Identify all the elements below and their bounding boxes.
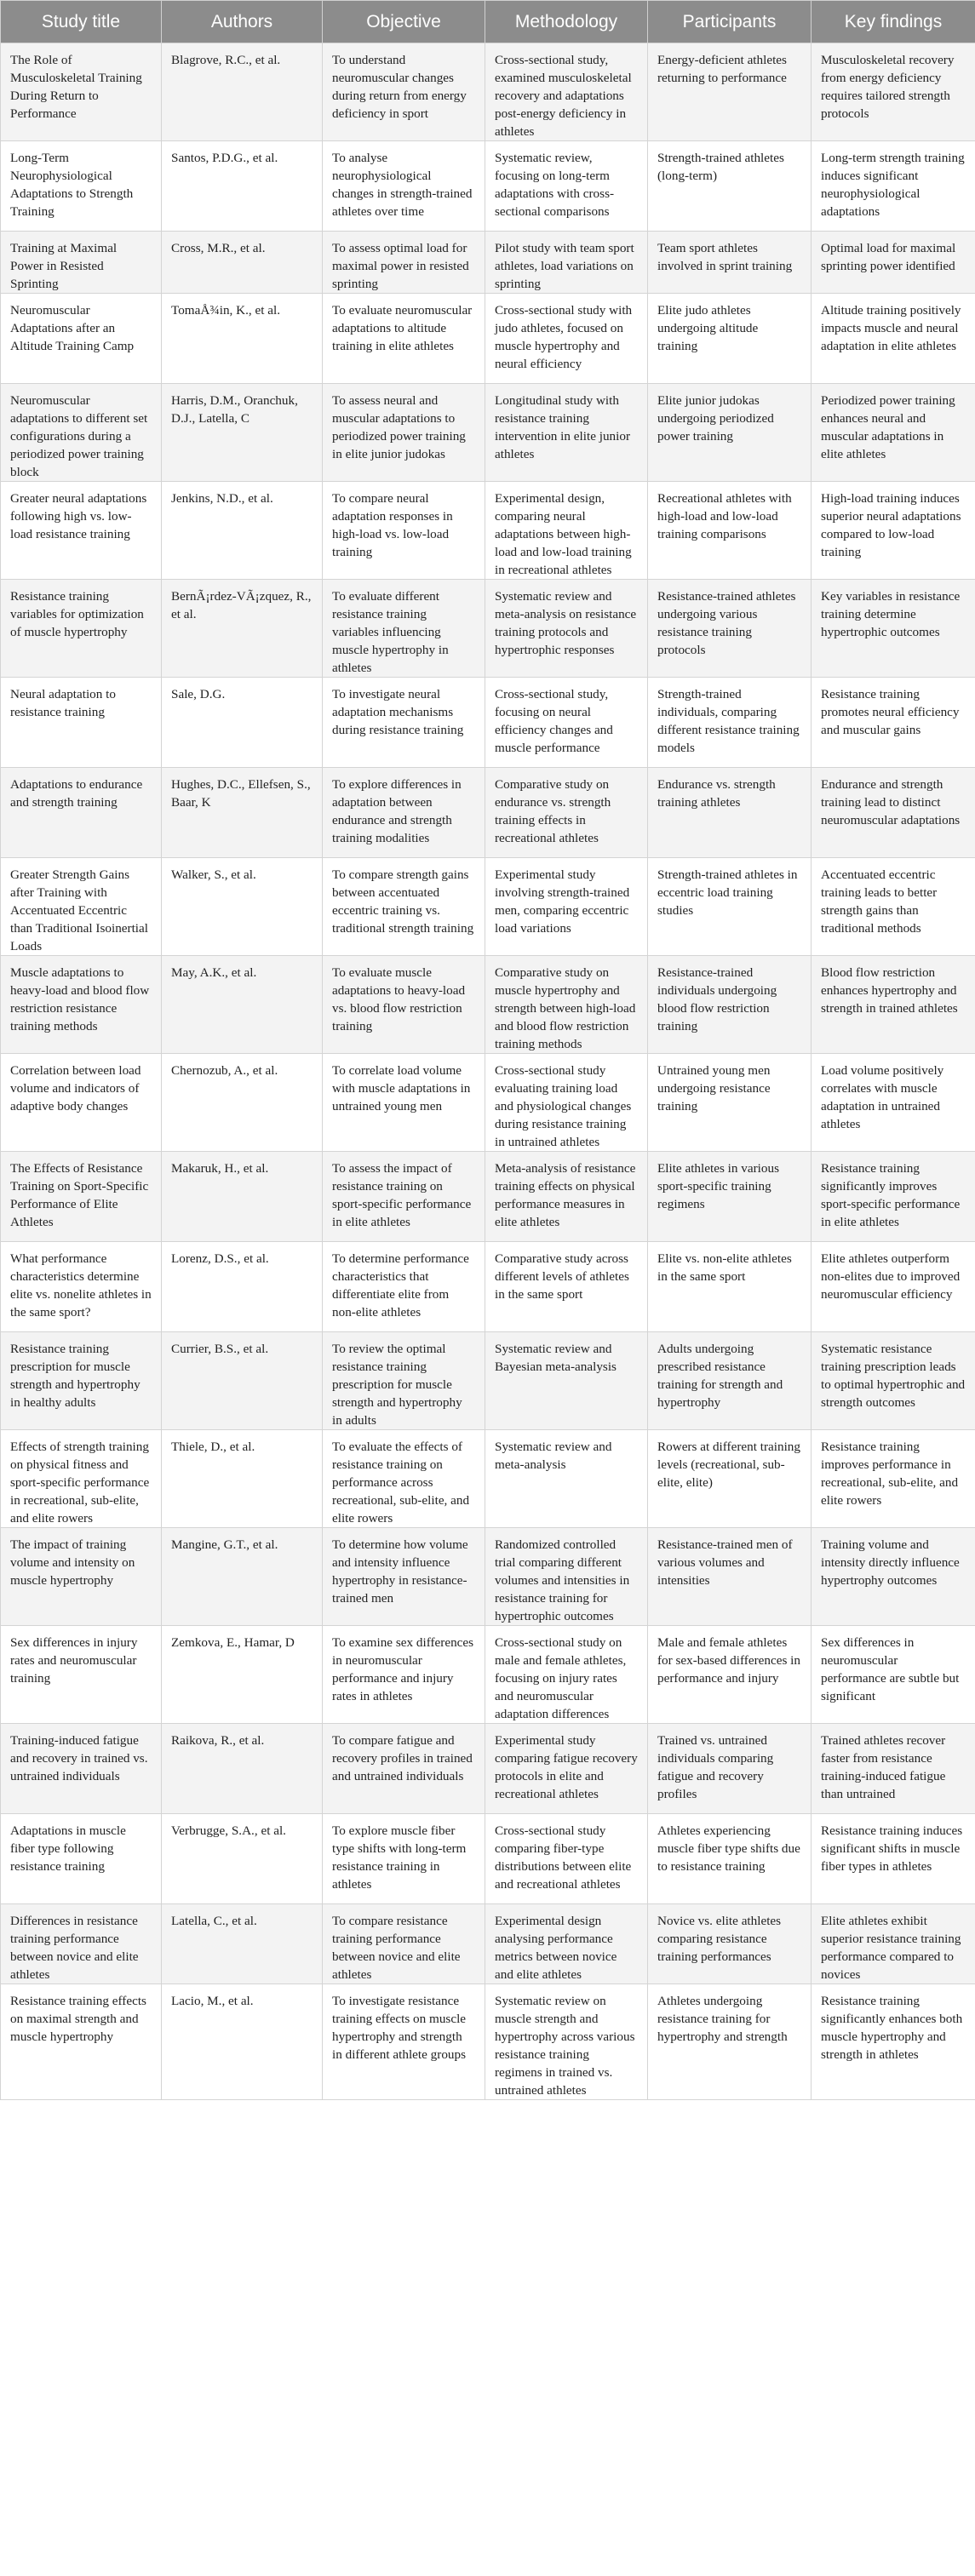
cell-participants: Rowers at different training levels (recreational, sub-elite, elite) (648, 1430, 812, 1528)
cell-key-findings: Sex differences in neuromuscular performance are subtle but significant (812, 1626, 975, 1724)
cell-objective: To compare resistance training performance between novice and elite athletes (323, 1904, 485, 1984)
cell-key-findings: Optimal load for maximal sprinting power identified (812, 232, 975, 294)
cell-objective: To explore differences in adaptation between endurance and strength training modalities (323, 768, 485, 858)
cell-authors: Thiele, D., et al. (162, 1430, 323, 1528)
cell-key-findings: Training volume and intensity directly influence hypertrophy outcomes (812, 1528, 975, 1626)
table-header (1, 1, 975, 43)
cell-methodology: Experimental design, comparing neural adaptations between high-load and low-load training in recreational athletes (485, 482, 648, 580)
cell-authors: Jenkins, N.D., et al. (162, 482, 323, 580)
cell-key-findings: Periodized power training enhances neural and muscular adaptations in elite athletes (812, 384, 975, 482)
cell-study-title: Sex differences in injury rates and neuromuscular training (1, 1626, 162, 1724)
cell-objective: To compare strength gains between accentuated eccentric training vs. traditional strength training (323, 858, 485, 956)
cell-objective: To explore muscle fiber type shifts with long-term resistance training in athletes (323, 1814, 485, 1904)
cell-authors: Hughes, D.C., Ellefsen, S., Baar, K (162, 768, 323, 858)
cell-methodology: Experimental study involving strength-trained men, comparing eccentric load variations (485, 858, 648, 956)
cell-methodology: Meta-analysis of resistance training effects on physical performance measures in elite athletes (485, 1152, 648, 1242)
cell-key-findings: Elite athletes outperform non-elites due to improved neuromuscular efficiency (812, 1242, 975, 1332)
cell-key-findings: Trained athletes recover faster from resistance training-induced fatigue than untrained (812, 1724, 975, 1814)
cell-authors: Mangine, G.T., et al. (162, 1528, 323, 1626)
cell-objective: To investigate resistance training effects on muscle hypertrophy and strength in different athlete groups (323, 1984, 485, 2100)
cell-participants: Team sport athletes involved in sprint training (648, 232, 812, 294)
cell-authors: May, A.K., et al. (162, 956, 323, 1054)
cell-methodology: Pilot study with team sport athletes, load variations on sprinting (485, 232, 648, 294)
cell-study-title: Neuromuscular adaptations to different set configurations during a periodized power training block (1, 384, 162, 482)
cell-objective: To examine sex differences in neuromuscular performance and injury rates in athletes (323, 1626, 485, 1724)
cell-authors: Zemkova, E., Hamar, D (162, 1626, 323, 1724)
cell-study-title: Neural adaptation to resistance training (1, 678, 162, 768)
table-row (1, 1984, 975, 2100)
cell-methodology: Comparative study on endurance vs. strength training effects in recreational athletes (485, 768, 648, 858)
cell-objective: To correlate load volume with muscle adaptations in untrained young men (323, 1054, 485, 1152)
cell-methodology: Cross-sectional study on male and female athletes, focusing on injury rates and neuromuscular adaptation differences (485, 1626, 648, 1724)
cell-authors: Harris, D.M., Oranchuk, D.J., Latella, C (162, 384, 323, 482)
cell-key-findings: High-load training induces superior neural adaptations compared to low-load training (812, 482, 975, 580)
table-row (1, 1054, 975, 1152)
cell-methodology: Cross-sectional study, focusing on neural efficiency changes and muscle performance (485, 678, 648, 768)
cell-authors: BernÃ¡rdez-VÃ¡zquez, R., et al. (162, 580, 323, 678)
cell-participants: Resistance-trained athletes undergoing various resistance training protocols (648, 580, 812, 678)
table-row (1, 1242, 975, 1332)
cell-study-title: Correlation between load volume and indicators of adaptive body changes (1, 1054, 162, 1152)
cell-methodology: Cross-sectional study comparing fiber-type distributions between elite and recreational athletes (485, 1814, 648, 1904)
cell-methodology: Comparative study on muscle hypertrophy and strength between high-load and blood flow restriction training methods (485, 956, 648, 1054)
cell-objective: To compare fatigue and recovery profiles in trained and untrained individuals (323, 1724, 485, 1814)
cell-objective: To review the optimal resistance training prescription for muscle strength and hypertrophy in adults (323, 1332, 485, 1430)
cell-methodology: Comparative study across different levels of athletes in the same sport (485, 1242, 648, 1332)
table-row (1, 482, 975, 580)
header-participants: Participants (648, 1, 812, 43)
cell-study-title: Training at Maximal Power in Resisted Sprinting (1, 232, 162, 294)
cell-study-title: The impact of training volume and intensity on muscle hypertrophy (1, 1528, 162, 1626)
table-row (1, 1152, 975, 1242)
table-row (1, 1430, 975, 1528)
header-objective: Objective (323, 1, 485, 43)
cell-methodology: Experimental design analysing performance metrics between novice and elite athletes (485, 1904, 648, 1984)
table-row (1, 1724, 975, 1814)
cell-methodology: Systematic review and Bayesian meta-analysis (485, 1332, 648, 1430)
cell-authors: Lorenz, D.S., et al. (162, 1242, 323, 1332)
cell-objective: To compare neural adaptation responses in high-load vs. low-load training (323, 482, 485, 580)
header-study-title: Study title (1, 1, 162, 43)
cell-objective: To evaluate neuromuscular adaptations to altitude training in elite athletes (323, 294, 485, 384)
cell-study-title: Greater neural adaptations following high vs. low-load resistance training (1, 482, 162, 580)
cell-participants: Adults undergoing prescribed resistance training for strength and hypertrophy (648, 1332, 812, 1430)
cell-participants: Resistance-trained individuals undergoing blood flow restriction training (648, 956, 812, 1054)
header-authors: Authors (162, 1, 323, 43)
cell-participants: Energy-deficient athletes returning to performance (648, 43, 812, 141)
cell-key-findings: Key variables in resistance training determine hypertrophic outcomes (812, 580, 975, 678)
cell-methodology: Longitudinal study with resistance training intervention in elite junior athletes (485, 384, 648, 482)
cell-participants: Elite athletes in various sport-specific training regimens (648, 1152, 812, 1242)
cell-objective: To analyse neurophysiological changes in strength-trained athletes over time (323, 141, 485, 232)
table-row (1, 1528, 975, 1626)
cell-authors: Currier, B.S., et al. (162, 1332, 323, 1430)
cell-authors: Makaruk, H., et al. (162, 1152, 323, 1242)
cell-study-title: What performance characteristics determine elite vs. nonelite athletes in the same sport? (1, 1242, 162, 1332)
cell-key-findings: Elite athletes exhibit superior resistance training performance compared to novices (812, 1904, 975, 1984)
cell-study-title: The Role of Musculoskeletal Training During Return to Performance (1, 43, 162, 141)
cell-key-findings: Resistance training significantly enhances both muscle hypertrophy and strength in athletes (812, 1984, 975, 2100)
cell-key-findings: Load volume positively correlates with muscle adaptation in untrained athletes (812, 1054, 975, 1152)
cell-participants: Recreational athletes with high-load and low-load training comparisons (648, 482, 812, 580)
cell-participants: Elite vs. non-elite athletes in the same sport (648, 1242, 812, 1332)
cell-key-findings: Resistance training significantly improves sport-specific performance in elite athletes (812, 1152, 975, 1242)
cell-participants: Trained vs. untrained individuals comparing fatigue and recovery profiles (648, 1724, 812, 1814)
cell-participants: Novice vs. elite athletes comparing resistance training performances (648, 1904, 812, 1984)
cell-study-title: Long-Term Neurophysiological Adaptations to Strength Training (1, 141, 162, 232)
table-row (1, 1904, 975, 1984)
cell-study-title: Greater Strength Gains after Training with Accentuated Eccentric than Traditional Isoinertial Loads (1, 858, 162, 956)
cell-participants: Untrained young men undergoing resistance training (648, 1054, 812, 1152)
cell-study-title: Resistance training variables for optimization of muscle hypertrophy (1, 580, 162, 678)
cell-participants: Resistance-trained men of various volumes and intensities (648, 1528, 812, 1626)
cell-participants: Strength-trained athletes in eccentric load training studies (648, 858, 812, 956)
cell-key-findings: Resistance training induces significant shifts in muscle fiber types in athletes (812, 1814, 975, 1904)
cell-key-findings: Endurance and strength training lead to distinct neuromuscular adaptations (812, 768, 975, 858)
cell-authors: Verbrugge, S.A., et al. (162, 1814, 323, 1904)
cell-key-findings: Resistance training promotes neural efficiency and muscular gains (812, 678, 975, 768)
cell-authors: Santos, P.D.G., et al. (162, 141, 323, 232)
cell-authors: Chernozub, A., et al. (162, 1054, 323, 1152)
table-row (1, 294, 975, 384)
cell-study-title: The Effects of Resistance Training on Sport-Specific Performance of Elite Athletes (1, 1152, 162, 1242)
cell-study-title: Effects of strength training on physical fitness and sport-specific performance in recreational, sub-elite, and elite rowers (1, 1430, 162, 1528)
cell-objective: To determine how volume and intensity influence hypertrophy in resistance-trained men (323, 1528, 485, 1626)
cell-authors: Blagrove, R.C., et al. (162, 43, 323, 141)
cell-methodology: Experimental study comparing fatigue recovery protocols in elite and recreational athletes (485, 1724, 648, 1814)
cell-methodology: Randomized controlled trial comparing different volumes and intensities in resistance training for hypertrophic outcomes (485, 1528, 648, 1626)
cell-objective: To evaluate different resistance training variables influencing muscle hypertrophy in athletes (323, 580, 485, 678)
cell-objective: To investigate neural adaptation mechanisms during resistance training (323, 678, 485, 768)
cell-methodology: Systematic review and meta-analysis on resistance training protocols and hypertrophic responses (485, 580, 648, 678)
cell-key-findings: Altitude training positively impacts muscle and neural adaptation in elite athletes (812, 294, 975, 384)
table-row (1, 1332, 975, 1430)
cell-key-findings: Blood flow restriction enhances hypertrophy and strength in trained athletes (812, 956, 975, 1054)
table-row (1, 1814, 975, 1904)
cell-study-title: Differences in resistance training performance between novice and elite athletes (1, 1904, 162, 1984)
cell-key-findings: Accentuated eccentric training leads to better strength gains than traditional methods (812, 858, 975, 956)
cell-key-findings: Long-term strength training induces significant neurophysiological adaptations (812, 141, 975, 232)
cell-objective: To evaluate muscle adaptations to heavy-load vs. blood flow restriction training (323, 956, 485, 1054)
cell-study-title: Training-induced fatigue and recovery in trained vs. untrained individuals (1, 1724, 162, 1814)
cell-study-title: Adaptations in muscle fiber type following resistance training (1, 1814, 162, 1904)
cell-authors: Raikova, R., et al. (162, 1724, 323, 1814)
cell-authors: Lacio, M., et al. (162, 1984, 323, 2100)
table-row (1, 232, 975, 294)
table-row (1, 956, 975, 1054)
cell-objective: To assess optimal load for maximal power in resisted sprinting (323, 232, 485, 294)
cell-authors: TomaÅ¾in, K., et al. (162, 294, 323, 384)
cell-authors: Walker, S., et al. (162, 858, 323, 956)
cell-participants: Athletes undergoing resistance training for hypertrophy and strength (648, 1984, 812, 2100)
cell-authors: Latella, C., et al. (162, 1904, 323, 1984)
cell-study-title: Resistance training effects on maximal strength and muscle hypertrophy (1, 1984, 162, 2100)
cell-authors: Sale, D.G. (162, 678, 323, 768)
cell-participants: Strength-trained individuals, comparing different resistance training models (648, 678, 812, 768)
cell-objective: To understand neuromuscular changes during return from energy deficiency in sport (323, 43, 485, 141)
cell-methodology: Cross-sectional study with judo athletes, focused on muscle hypertrophy and neural efficiency (485, 294, 648, 384)
cell-key-findings: Resistance training improves performance in recreational, sub-elite, and elite rowers (812, 1430, 975, 1528)
cell-participants: Endurance vs. strength training athletes (648, 768, 812, 858)
cell-participants: Strength-trained athletes (long-term) (648, 141, 812, 232)
cell-objective: To evaluate the effects of resistance training on performance across recreational, sub-elite, and elite rowers (323, 1430, 485, 1528)
table-row (1, 580, 975, 678)
cell-key-findings: Systematic resistance training prescription leads to optimal hypertrophic and strength outcomes (812, 1332, 975, 1430)
table-row (1, 1626, 975, 1724)
table-row (1, 768, 975, 858)
cell-objective: To determine performance characteristics that differentiate elite from non-elite athletes (323, 1242, 485, 1332)
cell-study-title: Adaptations to endurance and strength training (1, 768, 162, 858)
table-body (1, 43, 975, 2100)
cell-methodology: Systematic review, focusing on long-term adaptations with cross-sectional comparisons (485, 141, 648, 232)
cell-study-title: Resistance training prescription for muscle strength and hypertrophy in healthy adults (1, 1332, 162, 1430)
cell-methodology: Systematic review and meta-analysis (485, 1430, 648, 1528)
cell-objective: To assess the impact of resistance training on sport-specific performance in elite athletes (323, 1152, 485, 1242)
header-key-findings: Key findings (812, 1, 975, 43)
header-methodology: Methodology (485, 1, 648, 43)
table-row (1, 384, 975, 482)
cell-participants: Elite judo athletes undergoing altitude training (648, 294, 812, 384)
cell-authors: Cross, M.R., et al. (162, 232, 323, 294)
header-row (1, 1, 975, 43)
table-row (1, 141, 975, 232)
cell-study-title: Muscle adaptations to heavy-load and blood flow restriction resistance training methods (1, 956, 162, 1054)
cell-participants: Elite junior judokas undergoing periodized power training (648, 384, 812, 482)
cell-key-findings: Musculoskeletal recovery from energy deficiency requires tailored strength protocols (812, 43, 975, 141)
cell-objective: To assess neural and muscular adaptations to periodized power training in elite junior judokas (323, 384, 485, 482)
cell-participants: Male and female athletes for sex-based differences in performance and injury (648, 1626, 812, 1724)
cell-study-title: Neuromuscular Adaptations after an Altitude Training Camp (1, 294, 162, 384)
cell-methodology: Cross-sectional study evaluating training load and physiological changes during resistance training in untrained athletes (485, 1054, 648, 1152)
cell-participants: Athletes experiencing muscle fiber type shifts due to resistance training (648, 1814, 812, 1904)
cell-methodology: Cross-sectional study, examined musculoskeletal recovery and adaptations post-energy deficiency in athletes (485, 43, 648, 141)
table-row (1, 858, 975, 956)
cell-methodology: Systematic review on muscle strength and hypertrophy across various resistance training regimens in trained vs. untrained athletes (485, 1984, 648, 2100)
table-row (1, 43, 975, 141)
table-row (1, 678, 975, 768)
